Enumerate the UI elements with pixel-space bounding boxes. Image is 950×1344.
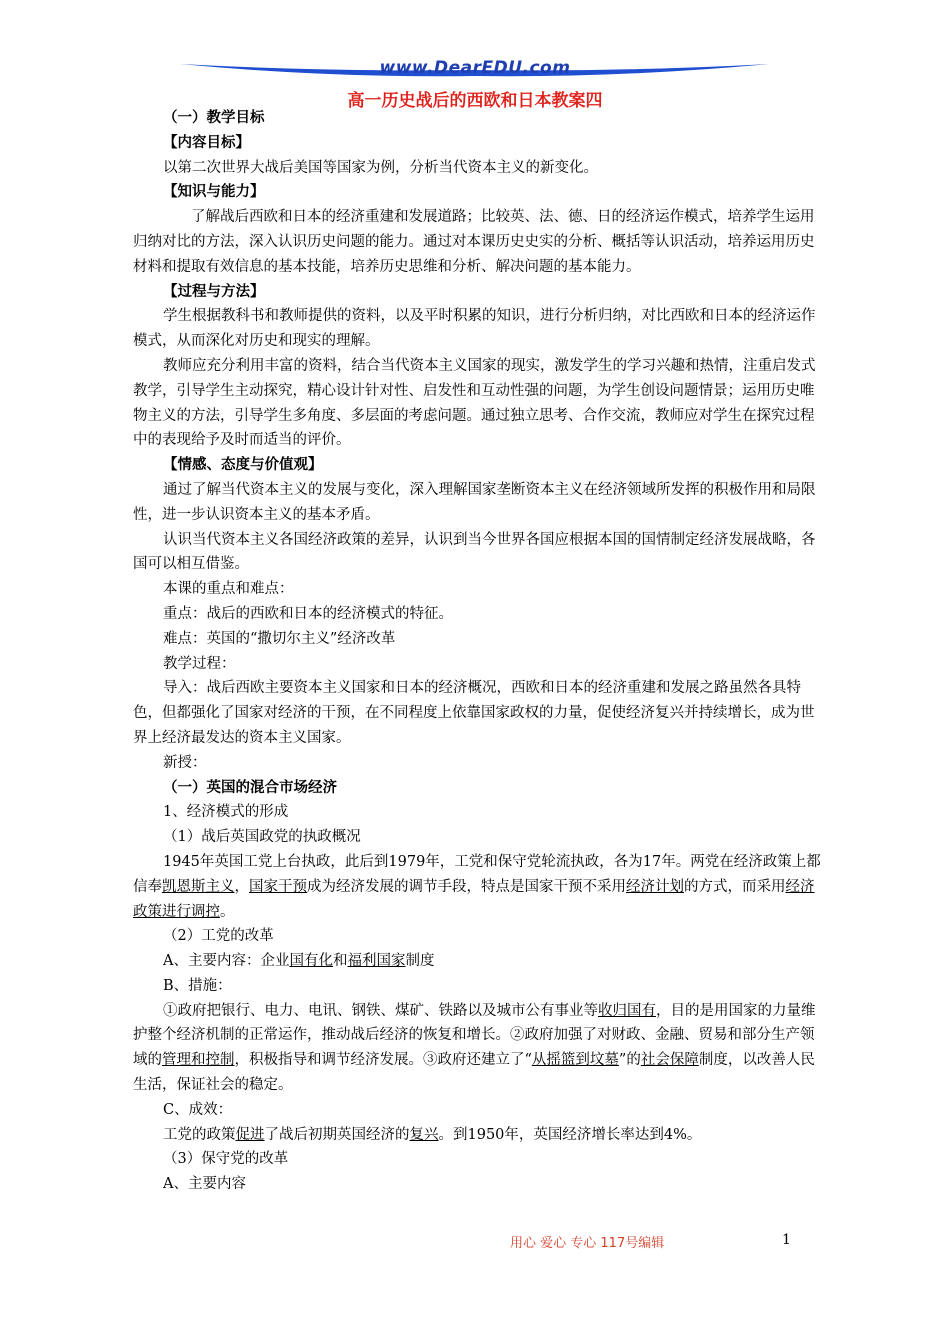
paragraph-emotion-1: 通过了解当代资本主义的发展与变化，深入理解国家垄断资本主义在经济领域所发挥的积极作用和局限性，进一步认识资本主义的基本矛盾。	[133, 481, 816, 523]
document-body	[133, 106, 821, 1197]
paragraph-1945: 1945年英国工党上台执政，此后到1979年，工党和保守党轮流执政，各为17年。两党在经济政策上都信奉凯恩斯主义，国家干预成为经济发展的调节手段，特点是国家干预不采用经济计划的方式，而采用经济政策进行调控。	[133, 853, 821, 920]
paragraph-new: 新授：	[163, 754, 207, 771]
paragraph-keypoints: 本课的重点和难点：	[163, 581, 294, 598]
paragraph-item-1-3: （3）保守党的改革	[163, 1151, 289, 1168]
section-heading-uk: （一）英国的混合市场经济	[163, 778, 337, 796]
paragraph-item-1-1: （1）战后英国政党的执政概况	[163, 829, 361, 846]
site-header	[178, 56, 772, 86]
paragraph-intro: 导入：战后西欧主要资本主义国家和日本的经济概况，西欧和日本的经济重建和发展之路虽然各具特色，但都强化了国家对经济的干预，在不同程度上依靠国家政权的力量，促使经济复兴并持续增长，成为世界上经济最发达的资本主义国家。	[133, 680, 815, 746]
section-heading: （一）教学目标	[163, 109, 265, 126]
paragraph-process-1: 学生根据教科书和教师提供的资料，以及平时积累的知识，进行分析归纳，对比西欧和日本的经济运作模式，从而深化对历史和现实的理解。	[133, 308, 816, 350]
paragraph-emotion-2: 认识当代资本主义各国经济政策的差异，认识到当今世界各国应根据本国的国情制定经济发展战略，各国可以相互借鉴。	[133, 531, 816, 573]
subheading-emotion: 【情感、态度与价值观】	[163, 456, 323, 474]
paragraph-content-goal: 以第二次世界大战后美国等国家为例，分析当代资本主义的新变化。	[163, 159, 598, 176]
paragraph-results: 工党的政策促进了战后初期英国经济的复兴。到1950年，英国经济增长率达到4%。	[163, 1126, 702, 1143]
paragraph-item-1: 1、经济模式的形成	[163, 804, 289, 821]
subheading-process: 【过程与方法】	[163, 282, 265, 300]
site-url[interactable]: www.DearEDU.com	[379, 58, 571, 78]
paragraph-measures: ①政府把银行、电力、电讯、钢铁、煤矿、铁路以及城市公有事业等收归国有，目的是用国家的力量维护整个经济机制的正常运作，推动战后经济的恢复和增长。②政府加强了对财政、金融、贸易和部分生产领域的管理和控制，积极指导和调节经济发展。③政府还建立了“从摇篮到坟墓”的社会保障制度，以改善人民生活，保证社会的稳定。	[133, 1002, 816, 1094]
paragraph-A2: A、主要内容	[163, 1176, 246, 1193]
page-number: 1	[782, 1232, 791, 1248]
document-title: 高一历史战后的西欧和日本教案四	[347, 91, 603, 111]
footer-text: 用心 爱心 专心 117号编辑	[510, 1236, 665, 1251]
paragraph-knowledge: 了解战后西欧和日本的经济重建和发展道路；比较英、法、德、日的经济运作模式，培养学生运用归纳对比的方法，深入认识历史问题的能力。通过对本课历史史实的分析、概括等认识活动，培养运用历史材料和提取有效信息的基本技能，培养历史思维和分析、解决问题的基本能力。	[133, 209, 815, 275]
paragraph-difficult: 难点：英国的“撒切尔主义”经济改革	[163, 630, 396, 647]
paragraph-teaching: 教学过程：	[163, 655, 236, 672]
paragraph-C: C、成效：	[163, 1101, 233, 1118]
paragraph-B: B、措施：	[163, 977, 232, 994]
subheading-content-goal: 【内容目标】	[163, 133, 250, 151]
paragraph-A: A、主要内容：企业国有化和福利国家制度	[163, 953, 435, 970]
subheading-knowledge: 【知识与能力】	[163, 183, 265, 201]
paragraph-process-2: 教师应充分利用丰富的资料，结合当代资本主义国家的现实，激发学生的学习兴趣和热情，注重启发式教学，引导学生主动探究，精心设计针对性、启发性和互动性强的问题，为学生创设问题情景；运用历史唯物主义的方法，引导学生多角度、多层面的考虑问题。通过独立思考、合作交流，教师应对学生在探究过程中的表现给予及时而适当的评价。	[133, 357, 816, 449]
paragraph-key: 重点：战后的西欧和日本的经济模式的特征。	[163, 605, 453, 622]
paragraph-item-1-2: （2）工党的改革	[163, 928, 274, 945]
